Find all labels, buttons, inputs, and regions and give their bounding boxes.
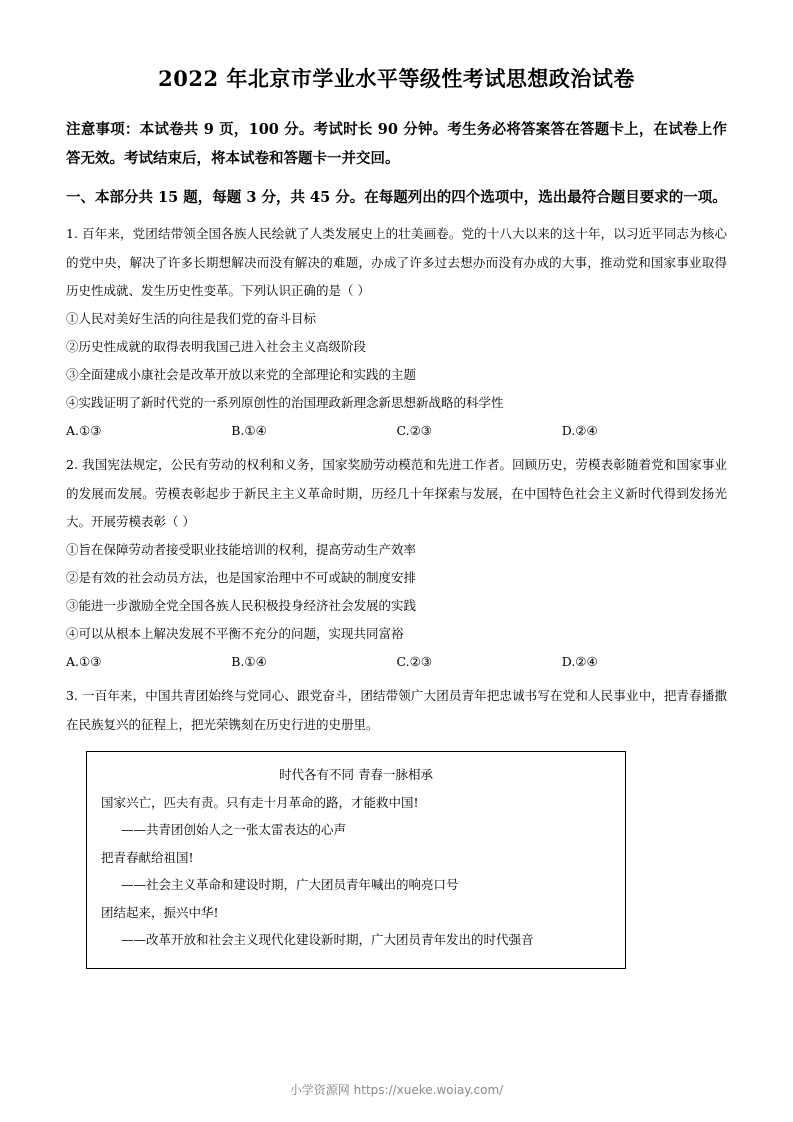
- question-option: ④可以从根本上解决发展不平衡不充分的问题，实现共同富裕: [66, 626, 404, 642]
- watermark-brand: 小学资源网: [289, 1083, 350, 1097]
- answer-choices: [66, 648, 727, 676]
- question-2: [66, 451, 727, 676]
- question-stem: 3. 一百年来，中国共青团始终与党同心、跟党奋斗，团结带领广大团员青年把忠诚书写在党和人民事业中，把青春播撒在民族复兴的征程上，把光荣镌刻在历史行进的史册里。: [66, 688, 727, 732]
- question-option: ①人民对美好生活的向往是我们党的奋斗目标: [66, 310, 317, 326]
- exam-notice: 注意事项：本试卷共 9 页，100 分。考试时长 90 分钟。考生务必将答案答在答题卡上，在试卷上作答无效。考试结束后，将本试卷和答题卡一并交回。: [66, 121, 727, 168]
- quote-attribution: ——改革开放和社会主义现代化建设新时期，广大团员青年发出的时代强音: [121, 932, 534, 948]
- quote-line: 国家兴亡，匹夫有责。只有走十月革命的路，才能救中国!: [101, 794, 419, 810]
- choice-c[interactable]: C.②③: [396, 654, 433, 670]
- question-option: ①旨在保障劳动者接受职业技能培训的权利，提高劳动生产效率: [66, 541, 417, 557]
- quote-line: 把青春献给祖国!: [101, 849, 194, 865]
- choice-a[interactable]: A.①③: [66, 654, 102, 670]
- choice-b[interactable]: B.①④: [231, 423, 267, 439]
- question-option: ②历史性成就的取得表明我国己进入社会主义高级阶段: [66, 338, 367, 354]
- page-title: 2022 年北京市学业水平等级性考试思想政治试卷: [158, 66, 635, 91]
- watermark: [0, 1081, 793, 1098]
- quote-attribution: ——共青团创始人之一张太雷表达的心声: [121, 822, 347, 838]
- question-stem: 2. 我国宪法规定，公民有劳动的权利和义务，国家奖励劳动模范和先进工作者。回顾历史，劳模表彰随着党和国家事业的发展而发展。劳模表彰起步于新民主主义革命时期，历经几十年探索与发展，在中国特色社会主义新时代得到发扬光大。开展劳模表彰（ ）: [66, 457, 727, 529]
- choice-c[interactable]: C.②③: [396, 423, 433, 439]
- question-option: ②是有效的社会动员方法，也是国家治理中不可或缺的制度安排: [66, 569, 417, 585]
- question-3: [66, 682, 727, 968]
- quote-attribution: ——社会主义革命和建设时期，广大团员青年喊出的响亮口号: [121, 877, 459, 893]
- choice-d[interactable]: D.②④: [561, 654, 598, 670]
- choice-d[interactable]: D.②④: [561, 423, 598, 439]
- choice-a[interactable]: A.①③: [66, 423, 102, 439]
- question-option: ③能进一步激励全党全国各族人民积极投身经济社会发展的实践: [66, 598, 417, 614]
- question-stem: 1. 百年来，党团结带领全国各族人民绘就了人类发展史上的壮美画卷。党的十八大以来的这十年，以习近平同志为核心的党中央，解决了许多长期想解决而没有解决的难题，办成了许多过去想办而没有办成的大事，推动党和国家事业取得历史性成就、发生历史性变革。下列认识正确的是（ ）: [66, 226, 727, 298]
- watermark-url: https://xueke.woiay.com/: [353, 1083, 504, 1097]
- answer-choices: [66, 417, 727, 445]
- question-option: ④实践证明了新时代党的一系列原创性的治国理政新理念新思想新战略的科学性: [66, 395, 504, 411]
- quote-box-title: 时代各有不同 青春一脉相承: [279, 766, 433, 782]
- quote-box: [86, 751, 626, 969]
- section-heading: 一、本部分共 15 题，每题 3 分，共 45 分。在每题列出的四个选项中，选出最符合题目要求的一项。: [66, 189, 727, 207]
- question-option: ③全面建成小康社会是改革开放以来党的全部理论和实践的主题: [66, 367, 417, 383]
- question-1: [66, 220, 727, 445]
- quote-line: 团结起来，振兴中华!: [101, 904, 219, 920]
- choice-b[interactable]: B.①④: [231, 654, 267, 670]
